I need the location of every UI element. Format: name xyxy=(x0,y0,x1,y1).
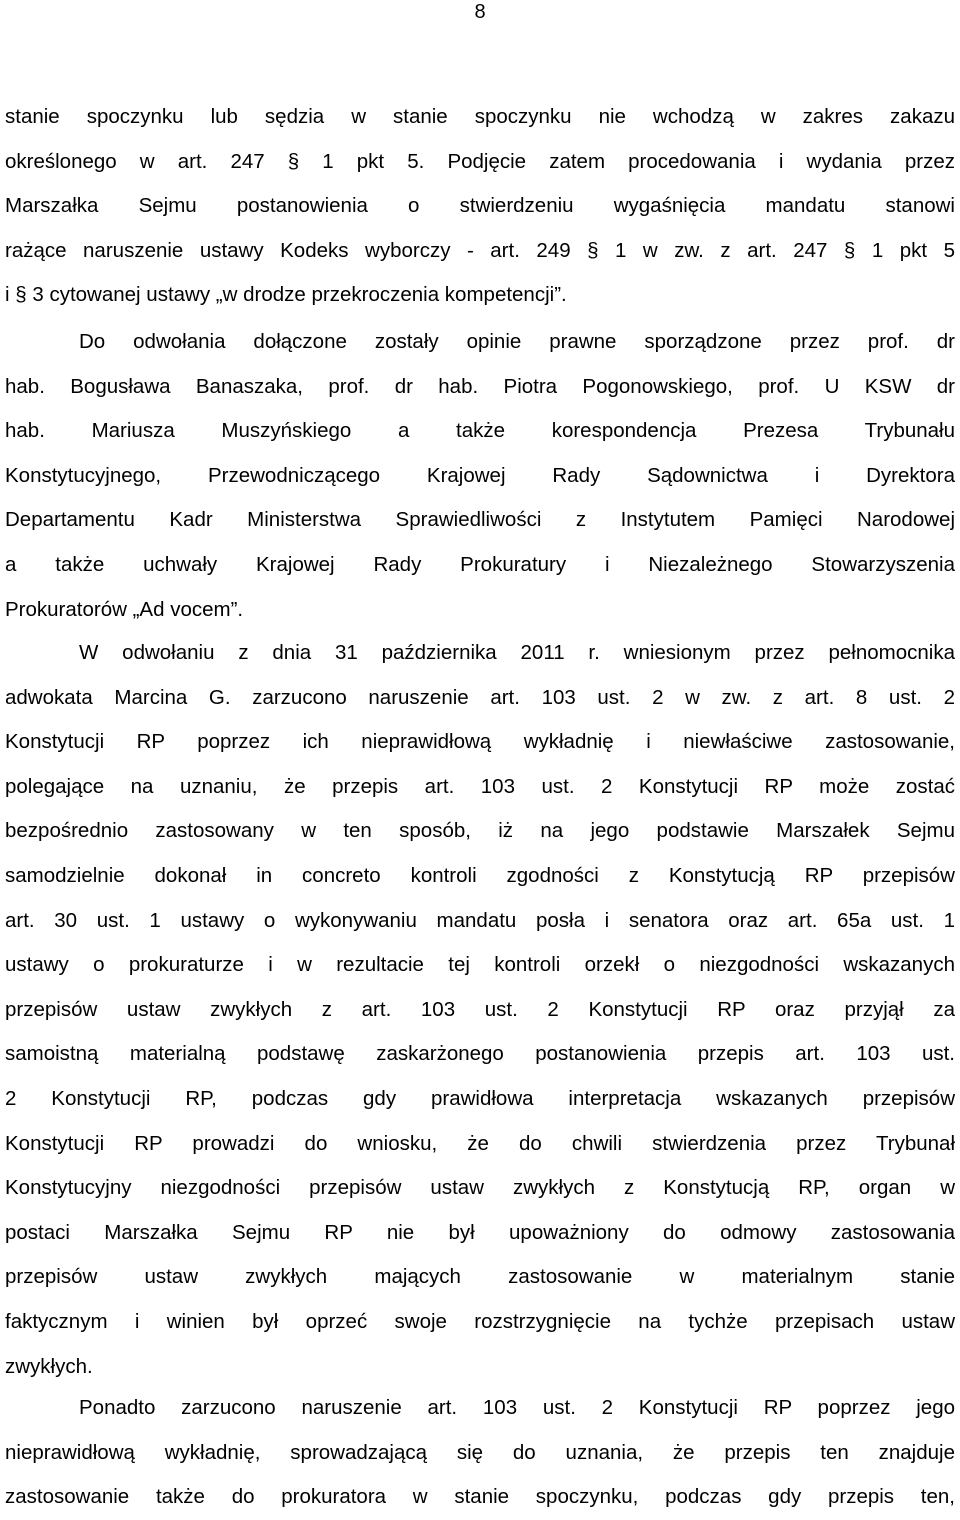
text-line: określonego w art. 247 § 1 pkt 5. Podjęcie zatem procedowania i wydania przez xyxy=(5,149,955,173)
text-line: i § 3 cytowanej ustawy „w drodze przekroczenia kompetencji”. xyxy=(5,283,567,307)
text-line: rażące naruszenie ustawy Kodeks wyborczy - art. 249 § 1 w zw. z art. 247 § 1 pkt 5 xyxy=(5,238,955,262)
text-line: Konstytucyjny niezgodności przepisów ustaw zwykłych z Konstytucją RP, organ w xyxy=(5,1176,955,1200)
text-line: W odwołaniu z dnia 31 października 2011 r. wniesionym przez pełnomocnika xyxy=(79,641,955,664)
text-line: adwokata Marcina G. zarzucono naruszenie art. 103 ust. 2 w zw. z art. 8 ust. 2 xyxy=(5,685,955,709)
text-line: postaci Marszałka Sejmu RP nie był upoważniony do odmowy zastosowania xyxy=(5,1220,955,1244)
text-line: bezpośrednio zastosowany w ten sposób, iż na jego podstawie Marszałek Sejmu xyxy=(5,819,955,843)
text-line: nieprawidłową wykładnię, sprowadzającą się do uznania, że przepis ten znajduje xyxy=(5,1440,955,1464)
page-number: 8 xyxy=(474,1,486,23)
text-line: Prokuratorów „Ad vocem”. xyxy=(5,597,244,621)
paragraph-3 xyxy=(5,631,955,1389)
text-line: hab. Bogusława Banaszaka, prof. dr hab. Piotra Pogonowskiego, prof. U KSW dr xyxy=(5,374,955,398)
text-line: stanie spoczynku lub sędzia w stanie spoczynku nie wchodzą w zakres zakazu xyxy=(5,105,955,128)
text-line: Marszałka Sejmu postanowienia o stwierdzeniu wygaśnięcia mandatu stanowi xyxy=(5,194,955,218)
text-line: Ponadto zarzucono naruszenie art. 103 ust. 2 Konstytucji RP poprzez jego xyxy=(79,1396,955,1419)
paragraph-4 xyxy=(5,1386,955,1520)
text-line: Konstytucji RP poprzez ich nieprawidłową wykładnię i niewłaściwe zastosowanie, xyxy=(5,730,955,754)
text-line: a także uchwały Krajowej Rady Prokuratury i Niezależnego Stowarzyszenia xyxy=(5,552,955,576)
text-line: ustawy o prokuraturze i w rezultacie tej kontroli orzekł o niezgodności wskazanych xyxy=(5,953,955,977)
text-line: faktycznym i winien był oprzeć swoje rozstrzygnięcie na tychże przepisach ustaw xyxy=(5,1309,955,1333)
text-line: Departamentu Kadr Ministerstwa Sprawiedliwości z Instytutem Pamięci Narodowej xyxy=(5,508,955,532)
text-line: Konstytucji RP prowadzi do wniosku, że do chwili stwierdzenia przez Trybunał xyxy=(5,1131,955,1155)
text-line: przepisów ustaw zwykłych z art. 103 ust. 2 Konstytucji RP oraz przyjął za xyxy=(5,997,955,1021)
text-line: przepisów ustaw zwykłych mających zastosowanie w materialnym stanie xyxy=(5,1265,955,1289)
paragraph-1 xyxy=(5,95,955,318)
text-line: zwykłych. xyxy=(5,1354,93,1378)
text-line: samoistną materialną podstawę zaskarżonego postanowienia przepis art. 103 ust. xyxy=(5,1042,955,1066)
text-line: samodzielnie dokonał in concreto kontroli zgodności z Konstytucją RP przepisów xyxy=(5,863,955,887)
text-line: Konstytucyjnego, Przewodniczącego Krajowej Rady Sądownictwa i Dyrektora xyxy=(5,463,955,487)
text-line: zastosowanie także do prokuratora w stanie spoczynku, podczas gdy przepis ten, xyxy=(5,1485,955,1509)
paragraph-2 xyxy=(5,320,955,632)
text-line: Do odwołania dołączone zostały opinie prawne sporządzone przez prof. dr xyxy=(79,330,955,353)
text-line: art. 30 ust. 1 ustawy o wykonywaniu mandatu posła i senatora oraz art. 65a ust. 1 xyxy=(5,908,955,932)
text-line: polegające na uznaniu, że przepis art. 103 ust. 2 Konstytucji RP może zostać xyxy=(5,774,955,798)
text-line: hab. Mariusza Muszyńskiego a także korespondencja Prezesa Trybunału xyxy=(5,419,955,443)
text-line: 2 Konstytucji RP, podczas gdy prawidłowa interpretacja wskazanych przepisów xyxy=(5,1086,955,1110)
